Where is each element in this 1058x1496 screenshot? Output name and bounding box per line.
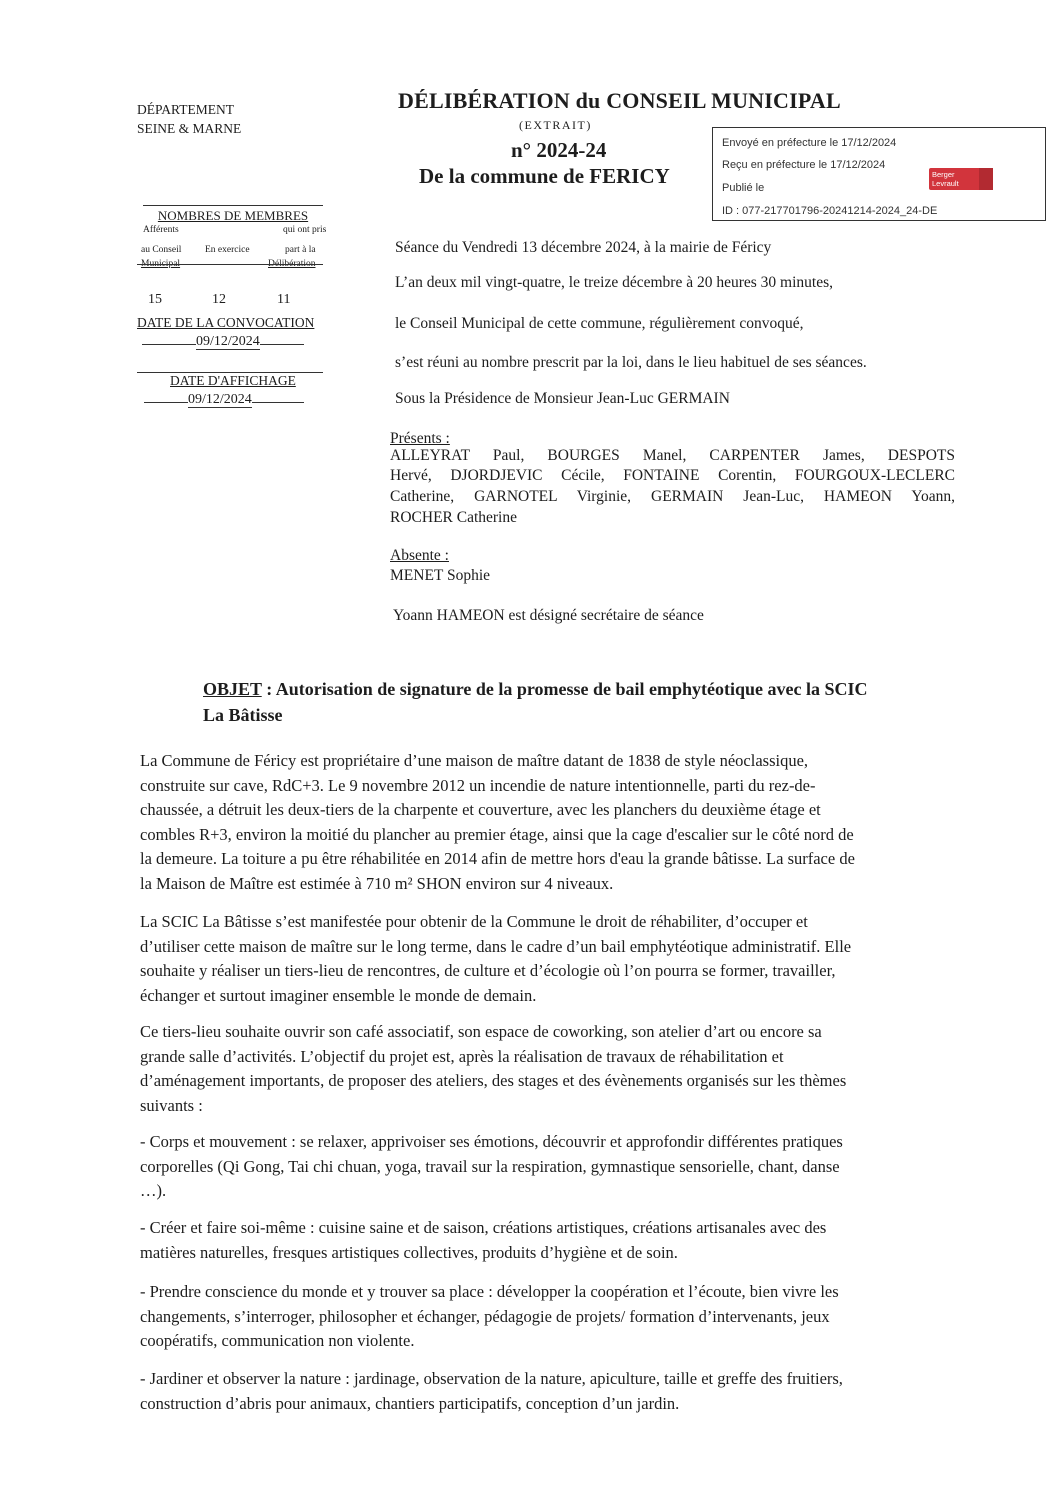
col-afferents: Afférents xyxy=(143,225,179,235)
p4-line: corporelles (Qi Gong, Tai chi chuan, yoga, travail sur la respiration, gymnastique sensorielle, chant, danse xyxy=(140,1156,840,1176)
deliberation-number: n° 2024-24 xyxy=(511,138,607,162)
p7-line: - Jardiner et observer la nature : jardinage, observation de la nature, apiculture, taille et greffe des fruitiers, xyxy=(140,1369,843,1388)
objet-line-2: La Bâtisse xyxy=(203,705,283,725)
members-box xyxy=(135,205,330,271)
svg-text:Levrault: Levrault xyxy=(932,179,959,188)
col-deliberation: Délibération xyxy=(268,259,316,269)
p3-line: grande salle d’activités. L’objectif du projet est, après la réalisation de travaux de réhabilitation et xyxy=(140,1046,784,1066)
paragraph-3 xyxy=(140,1020,990,1118)
p5-line: matières naturelles, fresques artistiques collectives, produits d’hygiène et de soin. xyxy=(140,1242,678,1262)
seance-line-2: L’an deux mil vingt-quatre, le treize décembre à 20 heures 30 minutes, xyxy=(395,274,834,291)
svg-text:Berger: Berger xyxy=(932,170,955,179)
presents-line-1: ALLEYRAT Paul, BOURGES Manel, CARPENTER James, DESPOTS xyxy=(390,447,955,464)
p3-line: suivants : xyxy=(140,1095,203,1115)
convocation-date-line xyxy=(142,334,304,350)
paragraph-1 xyxy=(140,749,990,896)
members-title: NOMBRES DE MEMBRES xyxy=(143,205,323,224)
affichage-date-line xyxy=(144,392,304,408)
p2-line: échanger et surtout imaginer ensemble le monde de demain. xyxy=(140,985,537,1005)
p2-line: d’utiliser cette maison de maître sur le long terme, dans le cadre d’un bail emphytéotique administratif. Elle xyxy=(140,936,852,956)
berger-levrault-logo-icon xyxy=(929,168,993,190)
secretaire-line: Yoann HAMEON est désigné secrétaire de séance xyxy=(393,607,704,624)
prefecture-stamp xyxy=(712,127,1046,221)
col-en-exercice: En exercice xyxy=(205,245,250,255)
seance-line-4: s’est réuni au nombre prescrit par la loi, dans le lieu habituel de ses séances. xyxy=(395,354,867,371)
presents-label: Présents : xyxy=(390,430,450,447)
p6-line: - Prendre conscience du monde et y trouver sa place : développer la coopération et l’écoute, bien vivre les xyxy=(140,1282,839,1301)
objet-label: OBJET xyxy=(203,679,262,699)
stamp-publie: Publié le xyxy=(722,182,765,194)
seance-line-1: Séance du Vendredi 13 décembre 2024, à la mairie de Féricy xyxy=(395,239,772,256)
objet-text: : Autorisation de signature de la promesse de bail emphytéotique avec la SCIC xyxy=(261,679,868,699)
paragraph-6 xyxy=(140,1280,990,1354)
p1-line: construite sur cave, RdC+3. Le 9 novembre 2012 un incendie de nature intentionnelle, parti du rez-de- xyxy=(140,775,816,795)
col-municipal: Municipal xyxy=(141,259,181,269)
p1-line: La Commune de Féricy est propriétaire d’une maison de maître datant de 1838 de style néoclassique, xyxy=(140,751,809,770)
p4-line: …). xyxy=(140,1181,167,1200)
extrait-label: (EXTRAIT) xyxy=(519,118,592,132)
paragraph-4 xyxy=(140,1130,990,1204)
absente-name: MENET Sophie xyxy=(390,567,491,584)
presents-line-3: Catherine, GARNOTEL Virginie, GERMAIN Jean-Luc, HAMEON Yoann, xyxy=(390,488,955,505)
p2-line: La SCIC La Bâtisse s’est manifestée pour obtenir de la Commune le droit de réhabiliter, d’occuper et xyxy=(140,912,808,931)
stamp-recu: Reçu en préfecture le 17/12/2024 xyxy=(722,159,886,171)
p5-line: - Créer et faire soi-même : cuisine saine et de saison, créations artistiques, créations artisanales avec des xyxy=(140,1218,827,1237)
count-en-exercice: 12 xyxy=(212,292,226,307)
paragraph-5 xyxy=(140,1216,990,1265)
p7-line: construction d’abris pour animaux, chantiers participatifs, conception d’un jardin. xyxy=(140,1393,680,1413)
p1-line: chaussée, a détruit les deux-tiers de la charpente et couverture, avec les planchers du deuxième étage et xyxy=(140,800,821,819)
count-afferents: 15 xyxy=(148,292,162,307)
p6-line: changements, s’interroger, philosopher et échanger, pédagogie de projets/ formation d’intervenants, jeux xyxy=(140,1306,830,1326)
p1-line: la demeure. La toiture a pu être réhabilitée en 2014 afin de mettre hors d'eau la grande bâtisse. La surface de xyxy=(140,849,855,868)
commune-title: De la commune de FERICY xyxy=(419,164,670,188)
count-votants: 11 xyxy=(277,292,291,307)
p3-line: d’aménagement importants, de proposer des ateliers, des stages et des évènements organisés sur les thèmes xyxy=(140,1071,847,1090)
p1-line: combles R+3, environ la moitié du plancher au premier étage, ainsi que la cage d'escalier sur le côté nord de xyxy=(140,824,854,844)
convocation-date: 09/12/2024 xyxy=(196,334,260,349)
col-part-a-la: part à la xyxy=(285,245,316,255)
affichage-label: DATE D'AFFICHAGE xyxy=(170,373,296,388)
absente-label: Absente : xyxy=(390,547,449,564)
objet-line-1 xyxy=(203,679,868,700)
paragraph-2 xyxy=(140,910,990,1008)
paragraph-7 xyxy=(140,1367,990,1416)
department-label: DÉPARTEMENT xyxy=(137,102,234,117)
department-name: SEINE & MARNE xyxy=(137,121,242,136)
p4-line: - Corps et mouvement : se relaxer, apprivoiser ses émotions, découvrir et approfondir différentes pratiques xyxy=(140,1132,843,1151)
presents-line-4: ROCHER Catherine xyxy=(390,509,517,526)
document-title: DÉLIBÉRATION du CONSEIL MUNICIPAL xyxy=(398,88,841,113)
col-au-conseil: au Conseil xyxy=(141,245,182,255)
convocation-label: DATE DE LA CONVOCATION xyxy=(137,315,315,330)
p3-line: Ce tiers-lieu souhaite ouvrir son café associatif, son espace de coworking, son atelier d’art ou encore sa xyxy=(140,1022,822,1041)
seance-line-5: Sous la Présidence de Monsieur Jean-Luc GERMAIN xyxy=(395,390,730,407)
presents-line-2: Hervé, DJORDJEVIC Cécile, FONTAINE Corentin, FOURGOUX-LECLERC xyxy=(390,467,955,484)
members-separator xyxy=(137,264,323,265)
stamp-envoye: Envoyé en préfecture le 17/12/2024 xyxy=(722,137,897,149)
department-block xyxy=(137,100,241,138)
seance-line-3: le Conseil Municipal de cette commune, régulièrement convoqué, xyxy=(395,315,804,332)
p6-line: coopératifs, communication non violente. xyxy=(140,1331,415,1350)
p2-line: souhaite y réaliser un tiers-lieu de rencontres, de culture et d’écologie où l’on pourra se former, travailler, xyxy=(140,961,836,980)
stamp-id: ID : 077-217701796-20241214-2024_24-DE xyxy=(722,205,938,217)
p1-line: la Maison de Maître est estimée à 710 m² SHON environ sur 4 niveaux. xyxy=(140,873,614,893)
col-qui-ont-pris: qui ont pris xyxy=(283,225,327,235)
affichage-date: 09/12/2024 xyxy=(188,392,252,407)
